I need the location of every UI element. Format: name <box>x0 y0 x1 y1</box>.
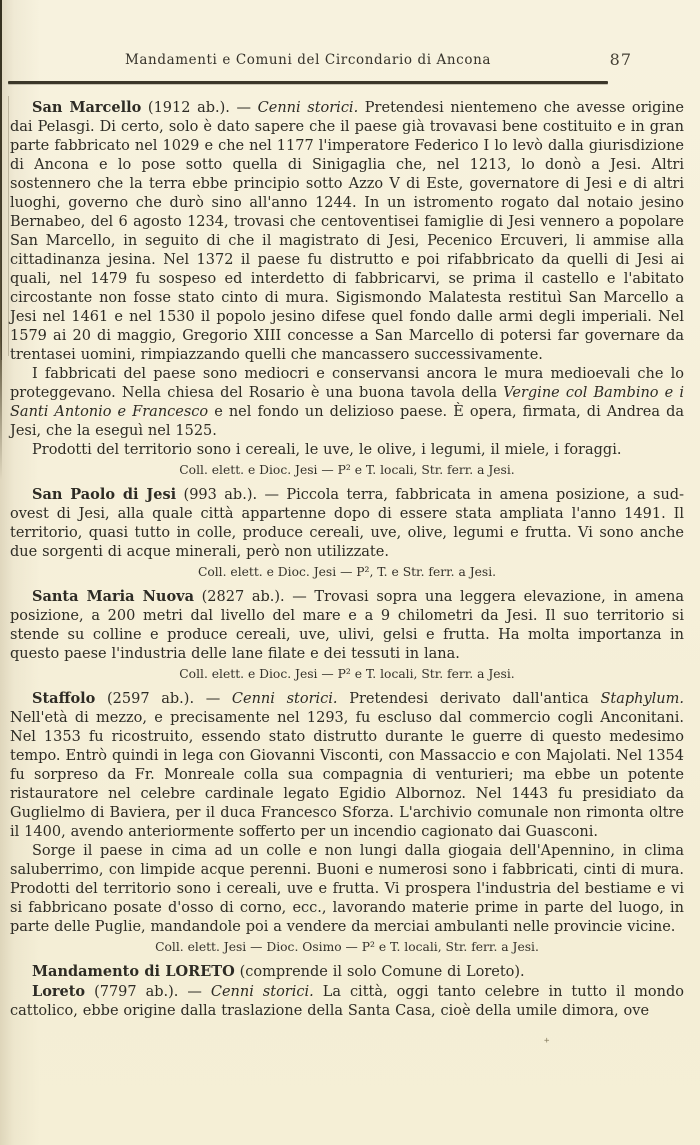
page-body <box>0 98 700 1021</box>
caption-line <box>10 667 684 682</box>
text-segment: Cenni storici. <box>231 691 338 707</box>
text-segment: (2597 ab.). — <box>95 691 232 707</box>
caption-line <box>10 940 684 955</box>
text-segment: Coll. elett. Jesi — Dioc. Osimo — P² e T. locali, Str. ferr. a Jesi. <box>155 940 539 954</box>
text-segment: La città, oggi tanto celebre in tutto il mondo cattolico, ebbe origine dalla traslazione della Santa Casa, cioè della umile dimora, ove <box>10 984 685 1019</box>
text-segment: Cenni storici. <box>257 100 359 116</box>
text-segment: Loreto <box>32 983 86 1000</box>
paragraph <box>10 98 684 365</box>
text-segment: (993 ab.). — Piccola terra, fabbricata in amena posizione, a sud-ovest di Jesi, alla quale città appartenne dopo di essere stata ampliata l'anno 1491. Il territorio, quasi tutto in colle, produce cereali, uve, olive, legumi e frutta. Vi sono anche due sorgenti di acque minerali, però non utilizzate. <box>10 487 684 560</box>
text-segment: (2827 ab.). — Trovasi sopra una leggera elevazione, in amena posizione, a 200 metri dal livello del mare e a 9 chilometri da Jesi. Il suo territorio si stende su colline e produce cereali, uve, ulivi, gelsi e frutta. Ha molta importanza in questo paese l'industria delle lane filate e dei tessuti in lana. <box>10 589 684 662</box>
scan-artifact-plus-mark: + <box>544 1036 550 1046</box>
paragraph <box>10 842 684 937</box>
text-segment: Vergine col Bambino e i Santi Antonio e Francesco <box>10 385 685 420</box>
text-segment: (1912 ab.). — <box>141 100 258 116</box>
text-segment: (comprende il solo Comune di Loreto). <box>234 964 525 980</box>
scan-spine-edge-inner <box>1 120 2 360</box>
text-segment: San Marcello <box>32 99 142 116</box>
paragraph <box>10 441 684 460</box>
text-segment: Pretendesi nientemeno che avesse origine dai Pelasgi. Di certo, solo è dato sapere che il paese già trovavasi bene costituito e in gran parte fabbricato nel 1029 e che nel 1177 l'imperatore Federico I lo levò dalla giurisdizione di Ancona e lo pose sotto quella di Sinigaglia che, nel 1213, lo donò a Jesi. Altri sostennero che la terra ebbe principio sotto Azzo V di Este, governatore di Jesi e di altri luoghi, governo che durò sino all'anno 1244. In un istromento rogato dal notaio jesino Bernabeo, del 6 agosto 1234, trovasi che centoventisei famiglie di Jesi vennero a popolare San Marcello, in seguito di che il magistrato di Jesi, Pecenico Ercuveri, li ammise alla cittadinanza jesina. Nel 1372 il paese fu distrutto e poi rifabbricato da quelli di Jesi ai quali, nel 1479 fu sospeso ed interdetto di fabbricarvi, se prima il castello e l'abitato circostante non fosse stato cinto di mura. Sigismondo Malatesta restituì San Marcello a Jesi nel 1461 e nel 1530 il popolo jesino difese quel fondo dalle armi degli imperiali. Nel 1579 ai 20 di maggio, Gregorio XIII concesse a San Marcello di potersi far governare da trentasei uomini, rimpiazzando quelli che mancassero successivamente. <box>10 100 684 363</box>
text-segment: Staffolo <box>32 690 96 707</box>
caption-line <box>10 565 684 580</box>
text-segment: Sorge il paese in cima ad un colle e non lungi dalla giogaia dell'Apennino, in clima saluberrimo, con limpide acque perenni. Buoni e numerosi sono i fabbricati, cinti di mura. Prodotti del territorio sono i cereali, uve e frutta. Vi prospera l'industria del bestiame e vi si fabbricano posate d'osso di corno, ecc., lavorando materie prime in parte del luogo, in parte delle Puglie, mandandole poi a vendere da merciai ambulanti nelle provincie vicine. <box>10 843 684 935</box>
text-segment: Coll. elett. e Dioc. Jesi — P² e T. locali, Str. ferr. a Jesi. <box>179 463 515 477</box>
paragraph <box>10 982 684 1021</box>
text-segment: Cenni storici. <box>210 984 314 1000</box>
text-segment: Coll. elett. e Dioc. Jesi — P², T. e Str. ferr. a Jesi. <box>197 565 497 579</box>
page-number: 87 <box>609 50 632 69</box>
scan-margin-line <box>8 96 9 356</box>
caption-line <box>10 463 684 478</box>
paragraph <box>10 962 684 982</box>
text-segment: Pretendesi derivato dall'antica <box>337 691 601 707</box>
text-segment: San Paolo di Jesi <box>32 486 177 503</box>
paragraph <box>10 485 684 562</box>
text-segment: Santa Maria Nuova <box>32 588 194 605</box>
text-segment: Prodotti del territorio sono i cereali, le uve, le olive, i legumi, il miele, i foraggi. <box>32 442 622 458</box>
page-header <box>8 50 700 72</box>
text-segment: (7797 ab.). — <box>85 984 211 1000</box>
text-segment: Mandamento di LORETO <box>32 963 235 980</box>
header-rule <box>8 81 608 84</box>
text-segment: I fabbricati del paese sono mediocri e conservansi ancora le mura medioevali che lo proteggevano. Nella chiesa del Rosario è una buona tavola della <box>10 366 684 401</box>
text-segment: Staphylum. <box>600 691 684 707</box>
paragraph <box>10 689 684 842</box>
running-title: Mandamenti e Comuni del Circondario di Ancona <box>124 52 492 68</box>
text-segment: Coll. elett. e Dioc. Jesi — P² e T. locali, Str. ferr. a Jesi. <box>179 667 515 681</box>
text-segment: e nel fondo un delizioso paese. È opera, firmata, di Andrea da Jesi, che la eseguì nel 1525. <box>10 404 684 439</box>
text-segment: Nell'età di mezzo, e precisamente nel 1293, fu escluso dal commercio cogli Anconitani. Nel 1353 fu ricostruito, essendo stato distrutto durante le guerre di questo medesimo tempo. Entrò quindi in lega con Giovanni Visconti, con Massaccio e con Majolati. Nel 1354 fu sorpreso da Fr. Monreale colla sua compagnia di venturieri; ma ebbe un potente ristauratore nel celebre cardinale legato Egidio Albornoz. Nel 1443 fu presidiato da Guglielmo di Baviera, per il duca Francesco Sforza. L'archivio comunale non rimonta oltre il 1400, avendo anteriormente sofferto per un incendio cagionato dai Guasconi. <box>10 710 684 840</box>
paragraph <box>10 365 684 441</box>
paragraph <box>10 587 684 664</box>
